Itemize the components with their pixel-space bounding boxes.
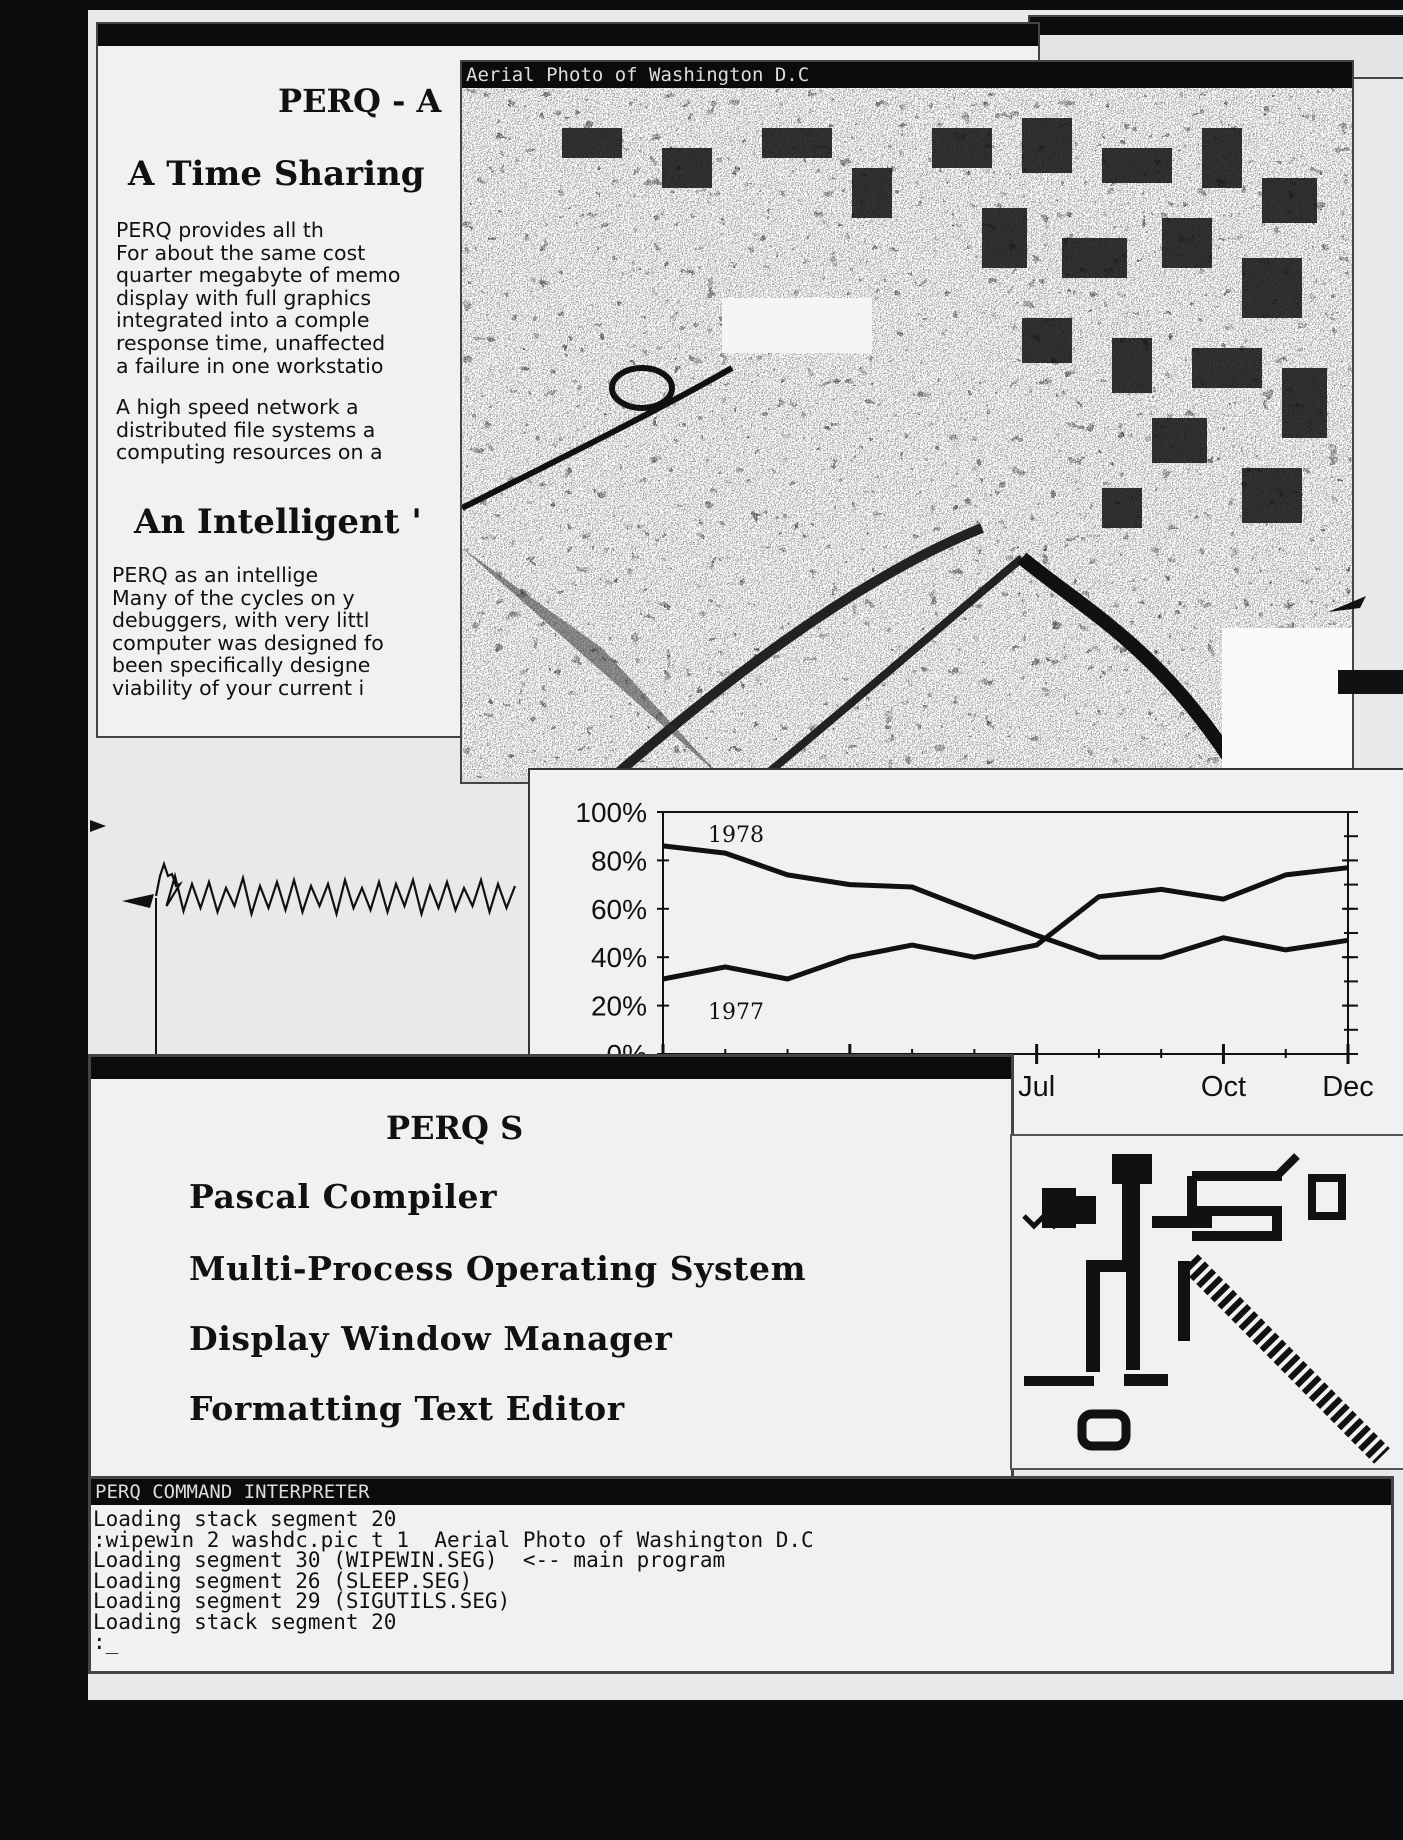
- right-edge-marker: [1338, 670, 1403, 694]
- list-item-window-manager[interactable]: Display Window Manager: [189, 1319, 673, 1358]
- document-title: PERQ - A: [278, 82, 442, 120]
- arrow-marker-icon: [90, 820, 106, 832]
- x-tick-label: Jul: [1018, 1071, 1056, 1103]
- command-output-line: Loading stack segment 20: [93, 1609, 397, 1634]
- list-item-operating-system[interactable]: Multi-Process Operating System: [189, 1249, 807, 1288]
- paragraph-time-sharing-line: display with full graphics: [116, 285, 372, 310]
- command-output-line: Loading segment 30 (WIPEWIN.SEG) <-- main program: [93, 1548, 726, 1572]
- paragraph-intelligent-line: been specifically designe: [112, 653, 371, 678]
- paragraph-intelligent: [112, 564, 384, 700]
- paragraph-time-sharing: [116, 219, 400, 377]
- y-tick-label: 20%: [590, 990, 647, 1022]
- series-label-1977: 1977: [708, 1000, 764, 1025]
- pixel-art-drawing-icon: [1012, 1136, 1403, 1468]
- x-tick-label: Oct: [1200, 1071, 1247, 1103]
- command-interpreter-window[interactable]: [88, 1476, 1394, 1674]
- heading-time-sharing: A Time Sharing: [128, 154, 425, 194]
- paragraph-network-line: distributed file systems a: [116, 417, 376, 442]
- paragraph-network-line: computing resources on a: [116, 440, 383, 465]
- perq-screen: [88, 10, 1403, 1700]
- waveform-trace-icon: [88, 746, 538, 1056]
- command-output[interactable]: [93, 1509, 814, 1653]
- document-window-title-bar[interactable]: [98, 24, 1038, 46]
- command-output-line: :wipewin 2 washdc.pic t 1 Aerial Photo of Washington D.C: [93, 1527, 814, 1552]
- command-output-line: Loading stack segment 20: [93, 1507, 397, 1531]
- paragraph-time-sharing-line: quarter megabyte of memo: [116, 263, 401, 288]
- paragraph-network: [116, 396, 383, 464]
- command-output-line: Loading segment 26 (SLEEP.SEG): [93, 1568, 473, 1593]
- paragraph-time-sharing-line: PERQ provides all th: [116, 218, 324, 242]
- x-tick-label: Dec: [1322, 1071, 1374, 1103]
- paragraph-time-sharing-line: a failure in one workstatio: [116, 353, 384, 378]
- paragraph-network-line: A high speed network a: [116, 395, 359, 419]
- y-tick-label: 60%: [590, 893, 647, 925]
- command-output-line: Loading segment 29 (SIGUTILS.SEG): [93, 1589, 511, 1613]
- pixel-art-window[interactable]: [1010, 1134, 1403, 1470]
- paragraph-time-sharing-line: integrated into a comple: [116, 308, 370, 333]
- software-window-title: PERQ S: [386, 1109, 524, 1147]
- aerial-photo-window[interactable]: [460, 60, 1354, 784]
- plot-frame: [663, 812, 1348, 1054]
- y-tick-label: 80%: [590, 845, 647, 877]
- background-window-title-bar[interactable]: [1030, 17, 1403, 35]
- series-label-1978: 1978: [708, 823, 764, 848]
- paragraph-intelligent-line: viability of your current i: [112, 675, 365, 700]
- pointer-arrow-icon: [1328, 590, 1368, 620]
- paragraph-time-sharing-line: For about the same cost: [116, 240, 366, 265]
- aerial-photo-title-bar[interactable]: Aerial Photo of Washington D.C: [462, 62, 1352, 88]
- waveform-panel: [88, 746, 538, 1056]
- heading-intelligent: An Intelligent ': [134, 502, 422, 542]
- paragraph-intelligent-line: PERQ as an intellige: [112, 563, 319, 587]
- software-window-title-bar[interactable]: [91, 1057, 1011, 1079]
- aerial-photo-image-icon: [462, 88, 1352, 778]
- list-item-pascal-compiler[interactable]: Pascal Compiler: [189, 1177, 498, 1216]
- paragraph-intelligent-line: Many of the cycles on y: [112, 585, 355, 610]
- command-output-line: :_: [93, 1630, 119, 1654]
- paragraph-intelligent-line: debuggers, with very littl: [112, 608, 370, 633]
- command-window-title-bar[interactable]: PERQ COMMAND INTERPRETER: [91, 1479, 1391, 1505]
- paragraph-time-sharing-line: response time, unaffected: [116, 330, 386, 355]
- list-item-text-editor[interactable]: Formatting Text Editor: [189, 1389, 625, 1428]
- series-line-1978: [663, 846, 1348, 957]
- software-window[interactable]: [88, 1054, 1014, 1480]
- y-tick-label: 100%: [575, 797, 647, 828]
- y-tick-label: 40%: [590, 942, 647, 974]
- paragraph-intelligent-line: computer was designed fo: [112, 630, 384, 655]
- flag-marker-icon: [122, 894, 154, 908]
